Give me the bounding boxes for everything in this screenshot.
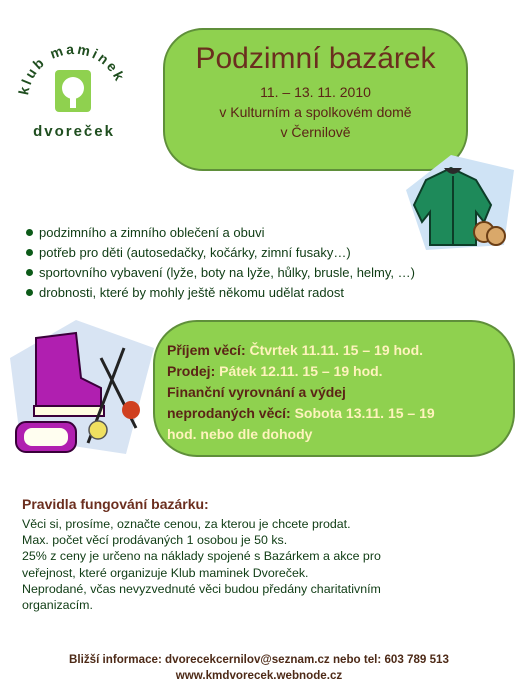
bullet-icon bbox=[26, 229, 33, 236]
club-logo bbox=[8, 28, 136, 156]
settle-label-2: neprodaných věcí: bbox=[167, 405, 291, 421]
rule-line: Věci si, prosíme, označte cenou, za kterou je chcete prodat. bbox=[22, 517, 351, 531]
logo-tree-icon bbox=[8, 28, 136, 156]
rule-line: veřejnost, které organizuje Klub maminek Dvoreček. bbox=[22, 565, 309, 580]
logo-bottom-text: dvoreček bbox=[33, 123, 115, 140]
bullet-icon bbox=[26, 249, 33, 256]
bullet-icon bbox=[26, 289, 33, 296]
rule-line: organizacím. bbox=[22, 598, 93, 613]
rules-section bbox=[22, 496, 502, 613]
ski-equipment-icon bbox=[6, 318, 156, 456]
sale-line bbox=[167, 363, 383, 379]
sale-value: Pátek 12.11. 15 – 19 hod. bbox=[219, 363, 383, 379]
list-item: potřeb pro děti (autosedačky, kočárky, zimní fusaky…) bbox=[22, 242, 514, 262]
intake-label: Příjem věcí: bbox=[167, 342, 246, 358]
ski-clipart bbox=[6, 318, 156, 456]
settle-value-1: Sobota 13.11. 15 – 19 bbox=[294, 405, 435, 421]
event-venue: v Kulturním a spolkovém domě bbox=[219, 104, 412, 120]
rule-line: Neprodané, včas nevyzvednuté věci budou předány charitativním bbox=[22, 581, 381, 596]
settle-line-3 bbox=[167, 426, 312, 442]
schedule-bubble bbox=[153, 320, 515, 457]
rule-line: Max. počet věcí prodávaných 1 osobou je 50 ks. bbox=[22, 533, 288, 548]
settle-label-1: Finanční vyrovnání a výdej bbox=[167, 384, 346, 400]
settle-line-2 bbox=[167, 405, 435, 421]
rule-line: 25% z ceny je určeno na náklady spojené s Bazárkem a akce pro bbox=[22, 549, 381, 564]
settle-value-2: hod. nebo dle dohody bbox=[167, 426, 313, 442]
settle-line-1 bbox=[167, 384, 346, 400]
contact-footer bbox=[0, 652, 518, 684]
website-link[interactable]: www.kmdvorecek.webnode.cz bbox=[175, 669, 343, 682]
list-item: podzimního a zimního oblečení a obuvi bbox=[22, 222, 514, 242]
event-town: v Černilově bbox=[280, 124, 351, 140]
event-title: Podzimní bazárek bbox=[195, 42, 436, 75]
bazaar-items-list bbox=[22, 222, 514, 302]
list-item: drobnosti, které by mohly ještě někomu udělat radost bbox=[22, 282, 514, 302]
list-item: sportovního vybavení (lyže, boty na lyže, hůlky, brusle, helmy, …) bbox=[22, 262, 514, 282]
rules-heading: Pravidla fungování bazárku: bbox=[22, 496, 209, 512]
event-dates: 11. – 13. 11. 2010 bbox=[260, 84, 371, 100]
bullet-icon bbox=[26, 269, 33, 276]
logo-arc-text: klub maminek bbox=[15, 40, 129, 97]
sale-label: Prodej: bbox=[167, 363, 216, 379]
contact-info: Bližší informace: dvorecekcernilov@seznam.cz nebo tel: 603 789 513 bbox=[69, 653, 449, 666]
intake-line bbox=[167, 342, 423, 358]
intake-value: Čtvrtek 11.11. 15 – 19 hod. bbox=[249, 342, 424, 358]
